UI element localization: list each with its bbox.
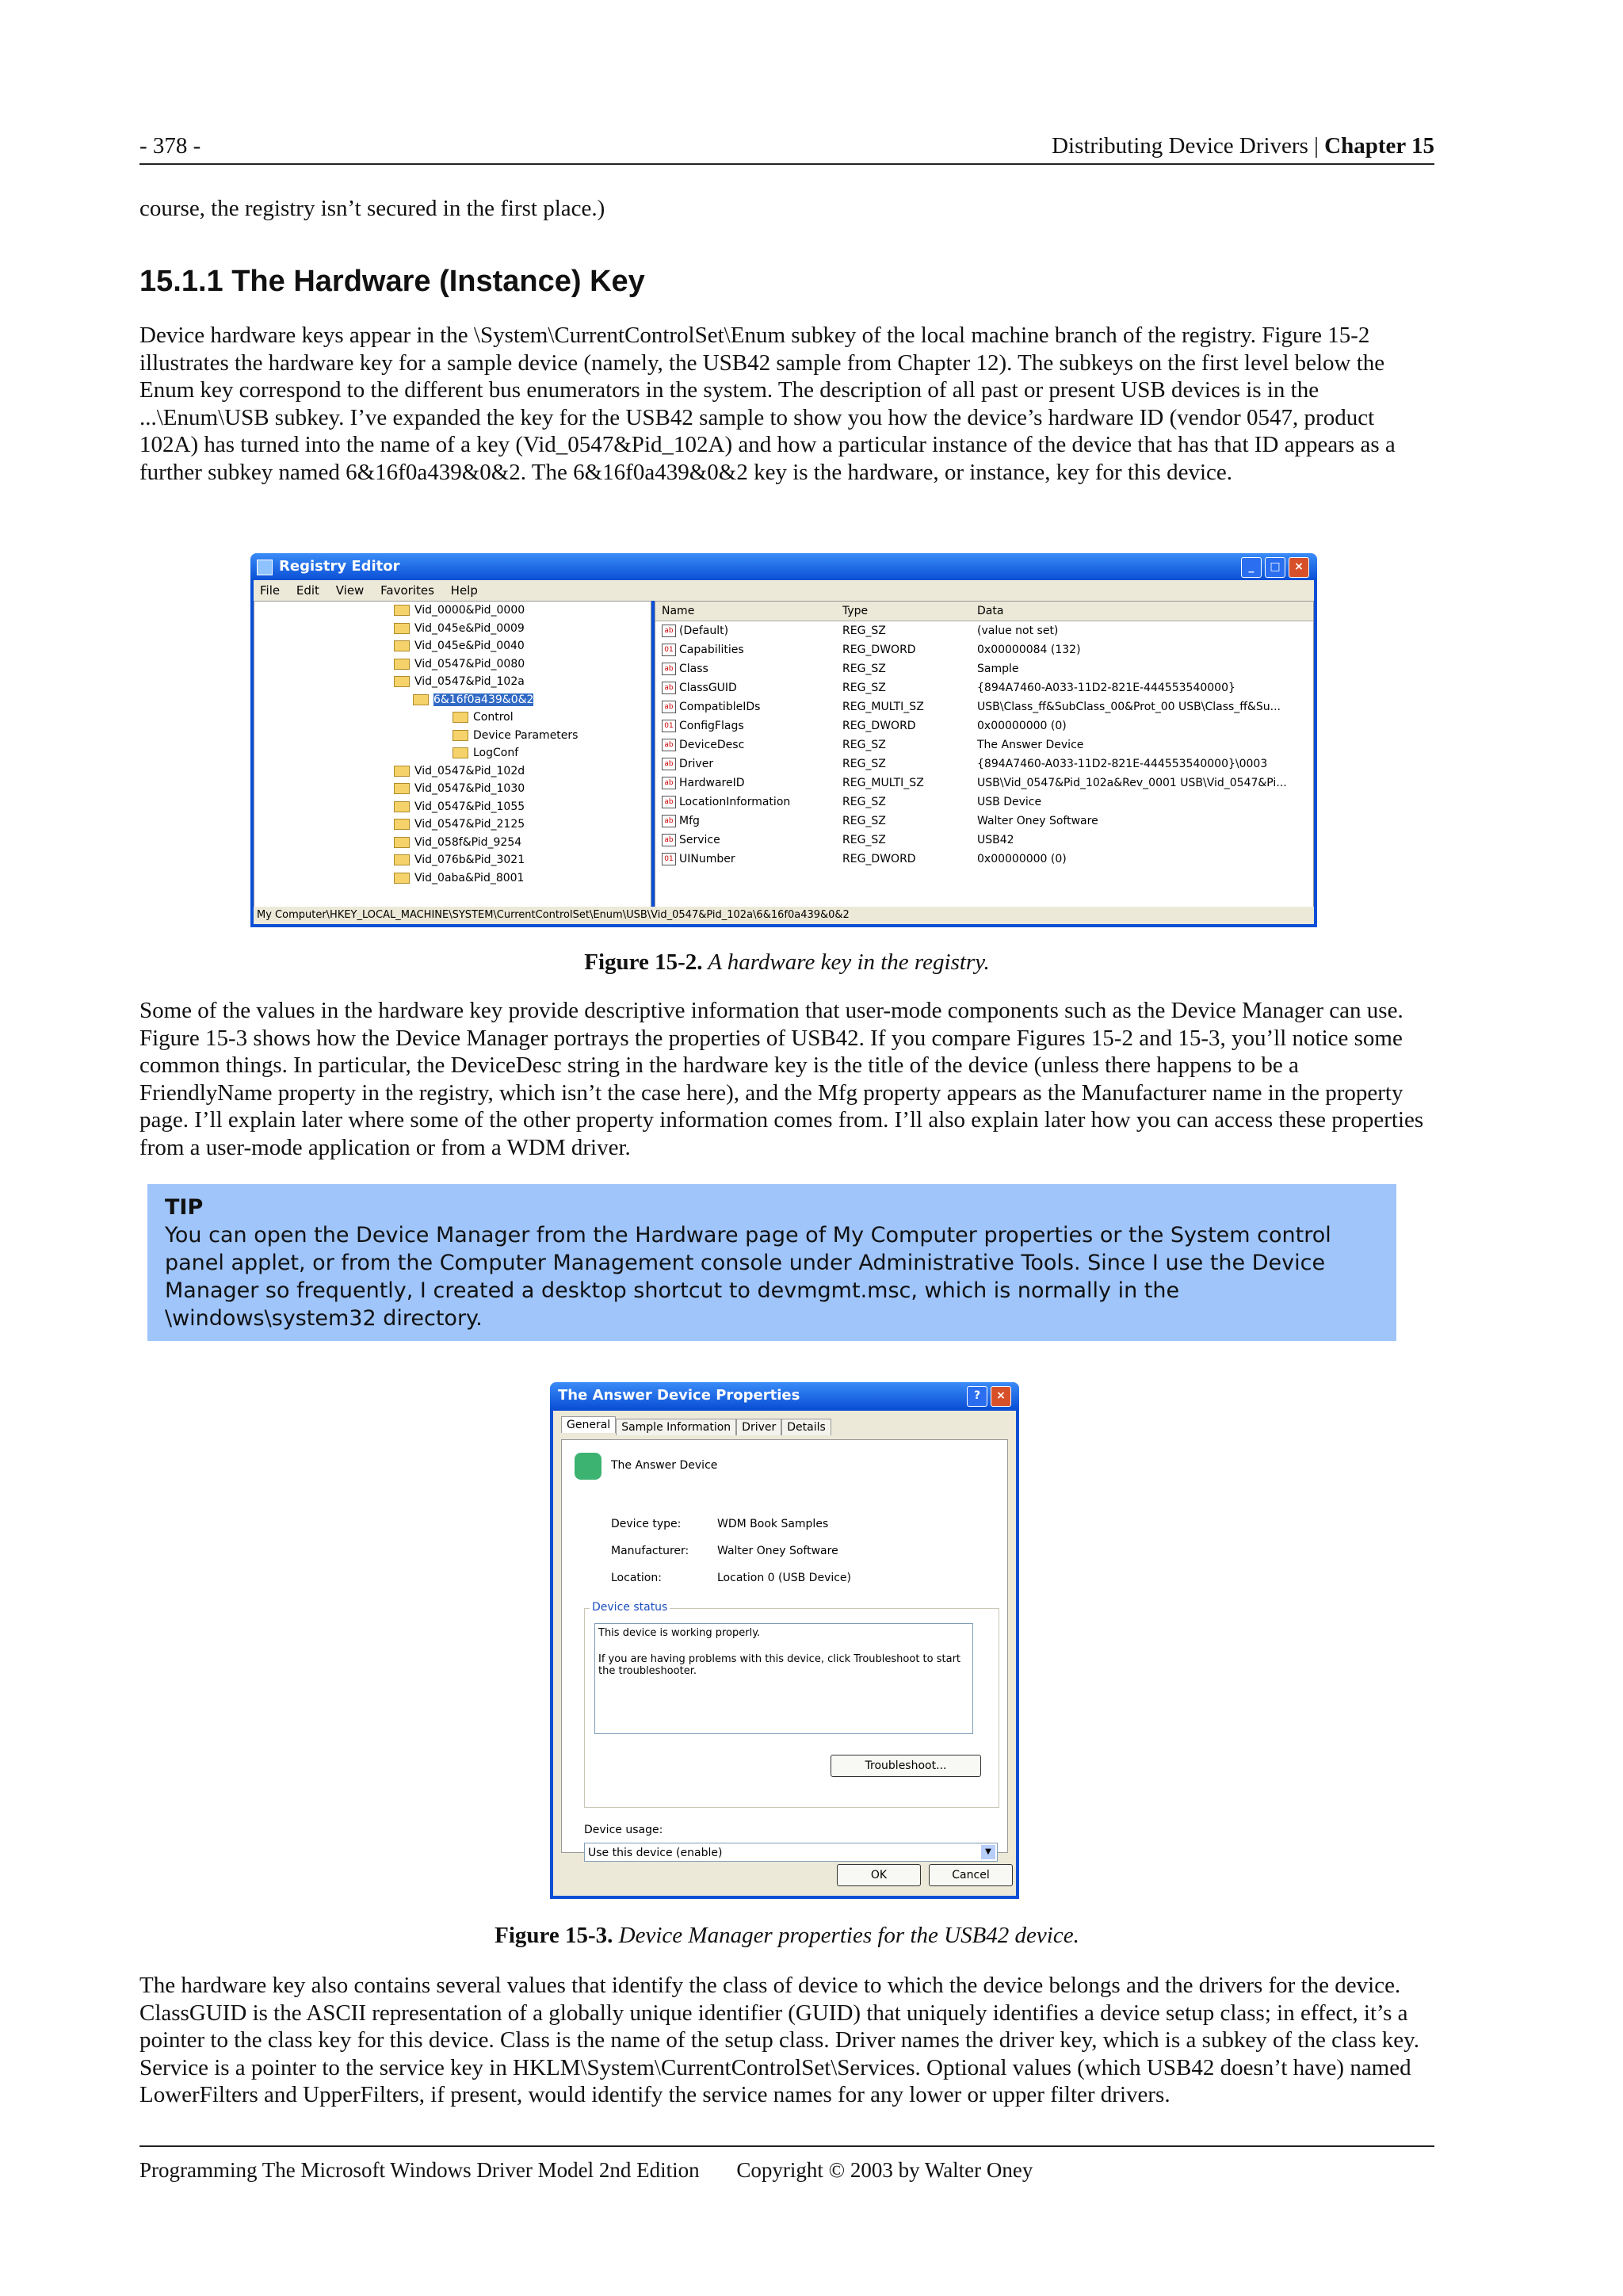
tree-node[interactable]: Vid_0547&Pid_0080 <box>254 655 651 674</box>
dialog-titlebar <box>550 1382 1019 1409</box>
window-title: Registry Editor <box>279 558 400 575</box>
tab-sample-information[interactable]: Sample Information <box>616 1419 736 1435</box>
folder-icon <box>453 712 468 723</box>
paragraph-1: Device hardware keys appear in the \System\CurrentControlSet\Enum subkey of the local machine branch of the registry. Figure 15-2 illustrates the hardware key for a sample device (namely, the USB42 sample from Chapter 12). The subkeys on the first level below the Enum key correspond to the different bus enumerators in the system. The description of all past or present USB devices is in the ...\Enum\USB subkey. I’ve expanded the key for the USB42 sample to show you how the device’s hardware ID (vendor 0547, product 102A) has turned into the name of a key (Vid_0547&Pid_102A) and how a particular instance of the device that has that ID appears as a further subkey named 6&16f0a439&0&2. The 6&16f0a439&0&2 key is the hardware, or instance, key for this device. <box>139 323 1396 485</box>
table-row[interactable]: ab CompatibleIDs REG_MULTI_SZ USB\Class_ff&SubClass_00&Prot_00 USB\Class_ff&Su... <box>655 697 1313 716</box>
page-header <box>139 132 1434 165</box>
tree-node[interactable]: Vid_0547&Pid_1030 <box>254 780 651 798</box>
open-folder-icon <box>413 694 429 705</box>
column-data[interactable]: Data <box>977 605 1004 617</box>
tree-node[interactable]: Vid_076b&Pid_3021 <box>254 851 651 869</box>
paragraph-3: The hardware key also contains several values that identify the class of device to which the device belongs and the drivers for the device. ClassGUID is the ASCII representation of a globally unique identifier (GUID) that uniquely identifies a device setup class; in effect, it’s a pointer to the class key for this device. Class is the name of the setup class. Driver names the driver key, which is a subkey of the class key. Service is a pointer to the service key in HKLM\System\CurrentControlSet\Services. Optional values (which USB42 doesn’t have) named LowerFilters and UpperFilters, if present, would identify the service names for any lower or upper filter drivers. <box>139 1973 1419 2107</box>
folder-icon <box>394 766 410 777</box>
string-value-icon: ab <box>662 796 676 808</box>
folder-icon <box>453 730 468 741</box>
intro-line: course, the registry isn’t secured in the first place.) <box>139 196 605 221</box>
dialog-body <box>553 1411 1016 1896</box>
column-name[interactable]: Name <box>662 605 695 617</box>
footer-book: Programming The Microsoft Windows Driver Model 2nd Edition <box>139 2158 700 2182</box>
dialog-title: The Answer Device Properties <box>558 1387 800 1404</box>
tree-node[interactable]: Vid_0547&Pid_102a <box>254 673 651 691</box>
help-icon[interactable]: ? <box>967 1386 987 1407</box>
tree-node-selected[interactable]: 6&16f0a439&0&2 <box>254 691 651 709</box>
status-line-1: This device is working properly. <box>598 1627 761 1639</box>
string-value-icon: ab <box>662 758 676 770</box>
tree-node[interactable]: Device Parameters <box>254 727 651 745</box>
tip-text: You can open the Device Manager from the Hardware page of My Computer properties or the System control panel applet, or from the Computer Management console under Administrative Tools. Since I use the Device Manager so frequently, I created a desktop shortcut to devmgmt.msc, which is normally in the \windows\system32 directory. <box>165 1223 1331 1331</box>
device-icon <box>575 1453 601 1480</box>
table-row[interactable]: ab Driver REG_SZ {894A7460-A033-11D2-821E-444553540000}\0003 <box>655 755 1313 774</box>
list-header <box>655 602 1313 621</box>
table-row[interactable]: ab Mfg REG_SZ Walter Oney Software <box>655 812 1313 831</box>
device-properties-dialog <box>550 1382 1019 1899</box>
maximize-icon[interactable]: □ <box>1265 557 1285 578</box>
tab-details[interactable]: Details <box>781 1419 831 1435</box>
figure-15-3-caption: Figure 15-3. Device Manager properties for the USB42 device. <box>495 1923 1079 1948</box>
tree-node[interactable]: Vid_0547&Pid_1055 <box>254 798 651 816</box>
registry-editor-titlebar <box>250 553 1317 580</box>
figure-15-2-caption: Figure 15-2. A hardware key in the registry. <box>584 949 990 975</box>
folder-icon <box>394 676 410 687</box>
table-row[interactable]: ab HardwareID REG_MULTI_SZ USB\Vid_0547&Pid_102a&Rev_0001 USB\Vid_0547&Pi... <box>655 774 1313 793</box>
string-value-icon: ab <box>662 815 676 827</box>
tip-title: TIP <box>165 1195 204 1220</box>
table-row[interactable]: ab LocationInformation REG_SZ USB Device <box>655 793 1313 812</box>
page-number: - 378 - <box>139 133 201 159</box>
tree-node[interactable]: Vid_045e&Pid_0040 <box>254 637 651 655</box>
menu-favorites[interactable]: Favorites <box>380 583 434 598</box>
tree-node[interactable]: Vid_0000&Pid_0000 <box>254 602 651 620</box>
string-value-icon: ab <box>662 777 676 789</box>
general-panel <box>561 1439 1008 1859</box>
close-icon[interactable]: × <box>1289 557 1309 578</box>
folder-icon <box>394 854 410 865</box>
string-value-icon: ab <box>662 834 676 846</box>
registry-editor-window <box>250 553 1317 927</box>
chapter-title: Distributing Device Drivers | Chapter 15 <box>1052 133 1434 159</box>
registry-tree <box>254 601 651 908</box>
status-textbox[interactable] <box>594 1623 973 1734</box>
chevron-down-icon: ▼ <box>981 1845 995 1859</box>
section-title: 15.1.1 The Hardware (Instance) Key <box>139 265 645 298</box>
cancel-button[interactable]: Cancel <box>929 1864 1013 1886</box>
close-icon[interactable]: × <box>991 1386 1011 1407</box>
folder-icon <box>394 623 410 634</box>
tab-driver[interactable]: Driver <box>736 1419 781 1435</box>
registry-icon <box>257 560 273 575</box>
location-value: Location 0 (USB Device) <box>717 1572 852 1584</box>
tree-node[interactable]: Control <box>254 709 651 727</box>
table-row[interactable]: 01 UINumber REG_DWORD 0x00000000 (0) <box>655 850 1313 869</box>
folder-icon <box>394 605 410 616</box>
tree-node[interactable]: Vid_0547&Pid_102d <box>254 762 651 781</box>
troubleshoot-button[interactable]: Troubleshoot... <box>831 1755 981 1777</box>
tree-node[interactable]: LogConf <box>254 744 651 762</box>
footer-copyright: Copyright © 2003 by Walter Oney <box>736 2158 1033 2182</box>
string-value-icon: ab <box>662 663 676 675</box>
folder-icon <box>394 783 410 794</box>
tree-node[interactable]: Vid_045e&Pid_0009 <box>254 620 651 638</box>
minimize-icon[interactable]: _ <box>1241 557 1262 578</box>
string-value-icon: ab <box>662 701 676 713</box>
table-row[interactable]: ab Service REG_SZ USB42 <box>655 831 1313 850</box>
folder-icon <box>453 747 468 758</box>
string-value-icon: ab <box>662 739 676 751</box>
tab-general[interactable]: General <box>561 1416 616 1433</box>
ok-button[interactable]: OK <box>837 1864 921 1886</box>
tip-box <box>147 1184 1396 1341</box>
value-rows <box>655 621 1313 869</box>
table-row[interactable]: 01 ConfigFlags REG_DWORD 0x00000000 (0) <box>655 716 1313 735</box>
table-row[interactable]: ab Class REG_SZ Sample <box>655 659 1313 678</box>
tree-node[interactable]: Vid_0aba&Pid_8001 <box>254 869 651 888</box>
paragraph-2: Some of the values in the hardware key provide descriptive information that user-mode components such as the Device Manager can use. Figure 15-3 shows how the Device Manager portrays the properties of USB42. If you compare Figures 15-2 and 15-3, you’ll notice some common things. In particular, the DeviceDesc string in the hardware key is the title of the device (unless there happens to be a FriendlyName property in the registry, which isn’t the case here), and the Mfg property appears as the Manufacturer name in the property page. I’ll explain later where some of the other property information comes from. I’ll also explain later how you can access these properties from a user-mode application or from a WDM driver. <box>139 998 1424 1160</box>
table-row[interactable]: ab DeviceDesc REG_SZ The Answer Device <box>655 735 1313 755</box>
menu-view[interactable]: View <box>335 583 365 598</box>
page-footer <box>139 2145 1434 2183</box>
tab-strip <box>561 1419 831 1435</box>
folder-icon <box>394 873 410 884</box>
tree-node[interactable]: Vid_058f&Pid_9254 <box>254 834 651 852</box>
string-value-icon: ab <box>662 625 676 637</box>
folder-icon <box>394 819 410 830</box>
menu-bar <box>254 580 1314 601</box>
binary-value-icon: 01 <box>662 720 676 732</box>
manufacturer-value: Walter Oney Software <box>717 1545 838 1557</box>
table-row[interactable]: ab (Default) REG_SZ (value not set) <box>655 621 1313 640</box>
registry-values-list <box>655 601 1314 908</box>
device-usage-select[interactable]: Use this device (enable) ▼ <box>584 1843 998 1862</box>
device-type-label: Device type: <box>611 1518 682 1530</box>
menu-help[interactable]: Help <box>450 583 478 598</box>
folder-icon <box>394 640 410 651</box>
manufacturer-label: Manufacturer: <box>611 1545 689 1557</box>
location-label: Location: <box>611 1572 662 1584</box>
column-type[interactable]: Type <box>842 605 869 617</box>
folder-icon <box>394 801 410 812</box>
table-row[interactable]: ab ClassGUID REG_SZ {894A7460-A033-11D2-821E-444553540000} <box>655 678 1313 697</box>
folder-icon <box>394 659 410 670</box>
tree-node[interactable]: Vid_0547&Pid_2125 <box>254 816 651 834</box>
status-line-2: If you are having problems with this device, click Troubleshoot to start the troubleshooter. <box>598 1653 961 1677</box>
folder-icon <box>394 837 410 848</box>
menu-edit[interactable]: Edit <box>296 583 319 598</box>
binary-value-icon: 01 <box>662 644 676 656</box>
string-value-icon: ab <box>662 682 676 694</box>
binary-value-icon: 01 <box>662 853 676 865</box>
device-usage-label: Device usage: <box>584 1824 663 1836</box>
device-name: The Answer Device <box>611 1459 718 1472</box>
device-status-group <box>584 1601 999 1808</box>
group-label: Device status <box>590 1601 670 1614</box>
device-type-value: WDM Book Samples <box>717 1518 829 1530</box>
status-bar: My Computer\HKEY_LOCAL_MACHINE\SYSTEM\CurrentControlSet\Enum\USB\Vid_0547&Pid_102a\6&16f0a439&0&2 <box>254 907 1314 924</box>
table-row[interactable]: 01 Capabilities REG_DWORD 0x00000084 (132) <box>655 640 1313 659</box>
menu-file[interactable]: File <box>260 583 281 598</box>
